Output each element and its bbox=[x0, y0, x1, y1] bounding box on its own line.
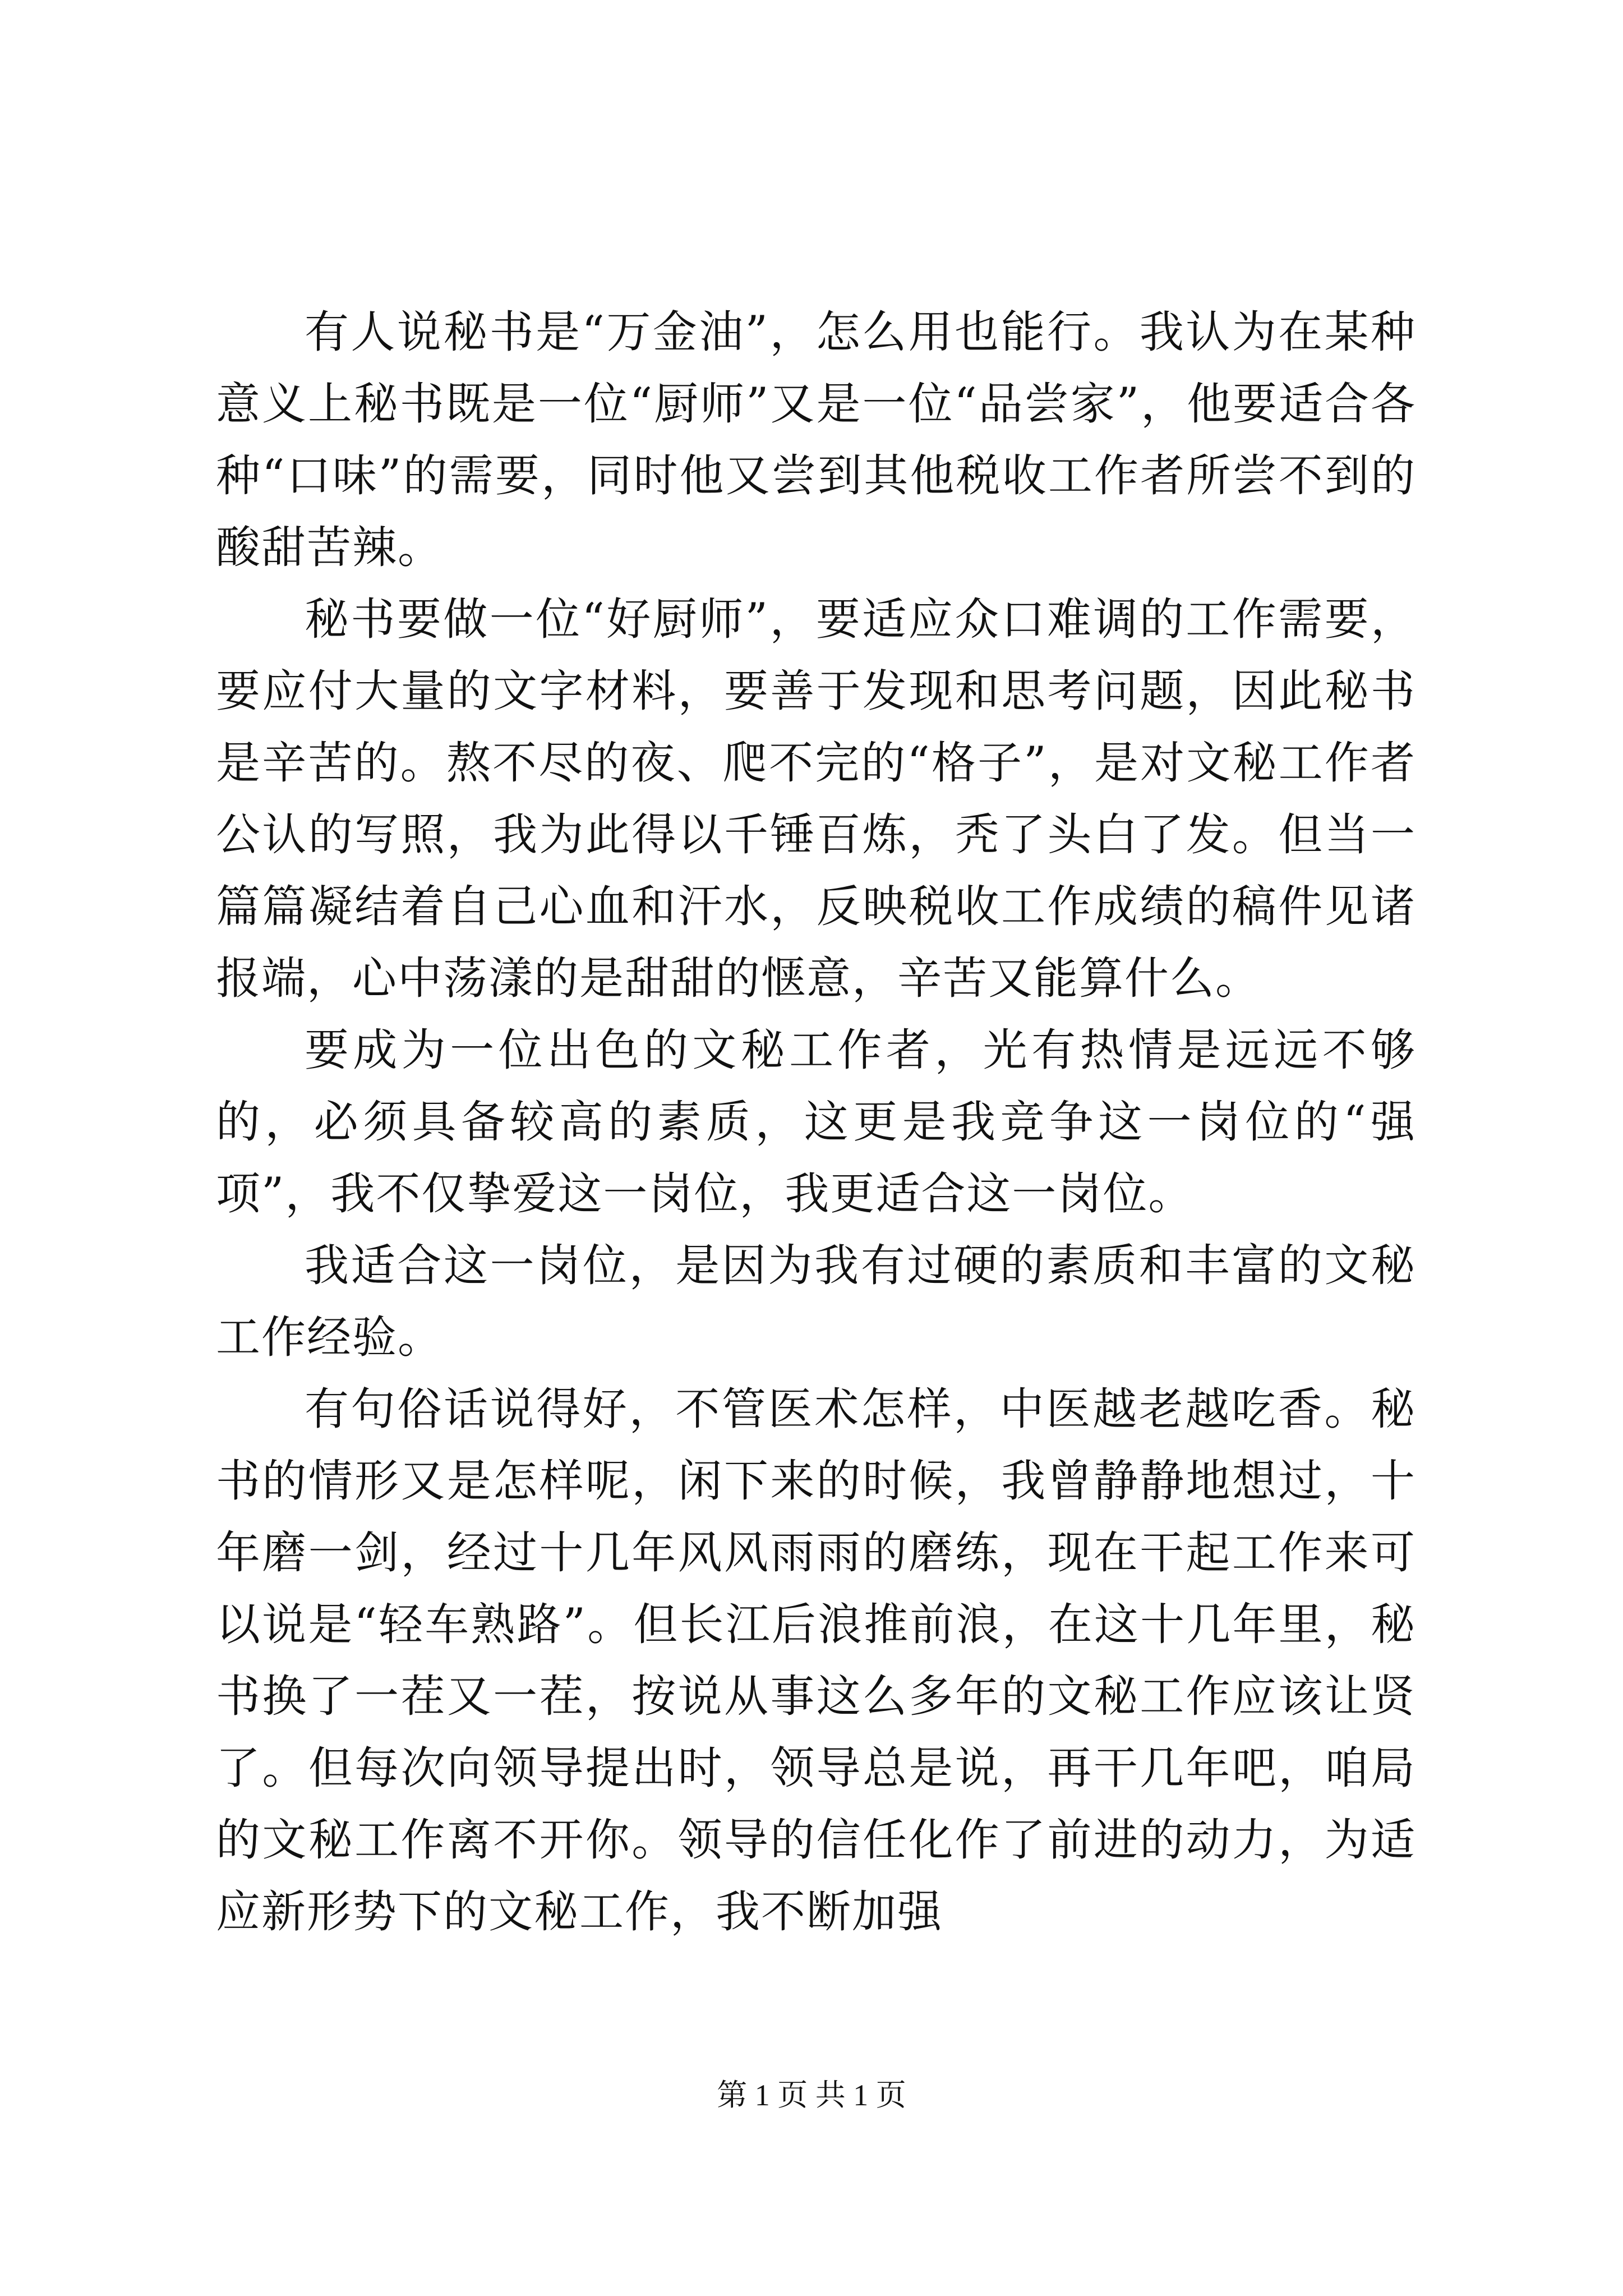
paragraph: 有人说秘书是“万金油”，怎么用也能行。我认为在某种意义上秘书既是一位“厨师”又是一位“品尝家”，他要适合各种“口味”的需要，同时他又尝到其他税收工作者所尝不到的酸甜苦辣。 bbox=[216, 306, 1416, 573]
paragraph: 秘书要做一位“好厨师”，要适应众口难调的工作需要，要应付大量的文字材料，要善于发现和思考问题，因此秘书是辛苦的。熬不尽的夜、爬不完的“格子”，是对文秘工作者公认的写照，我为此得以千锤百炼，秃了头白了发。但当一篇篇凝结着自己心血和汗水，反映税收工作成绩的稿件见诸报端，心中荡漾的是甜甜的惬意，辛苦又能算什么。 bbox=[216, 593, 1416, 1004]
paragraph: 我适合这一岗位，是因为我有过硬的素质和丰富的文秘工作经验。 bbox=[216, 1240, 1416, 1363]
paragraph: 有句俗话说得好，不管医术怎样，中医越老越吃香。秘书的情形又是怎样呢，闲下来的时候，我曾静静地想过，十年磨一剑，经过十几年风风雨雨的磨练，现在干起工作来可以说是“轻车熟路”。但长江后浪推前浪，在这十几年里，秘书换了一茬又一茬，按说从事这么多年的文秘工作应该让贤了。但每次向领导提出时，领导总是说，再干几年吧，咱局的文秘工作离不开你。领导的信任化作了前进的动力，为适应新形势下的文秘工作，我不断加强 bbox=[216, 1383, 1416, 1938]
document-body bbox=[216, 296, 1416, 1948]
paragraph: 要成为一位出色的文秘工作者，光有热情是远远不够的，必须具备较高的素质，这更是我竞争这一岗位的“强项”，我不仅挚爱这一岗位，我更适合这一岗位。 bbox=[216, 1024, 1416, 1220]
page-number-footer: 第 1 页 共 1 页 bbox=[717, 2078, 906, 2112]
